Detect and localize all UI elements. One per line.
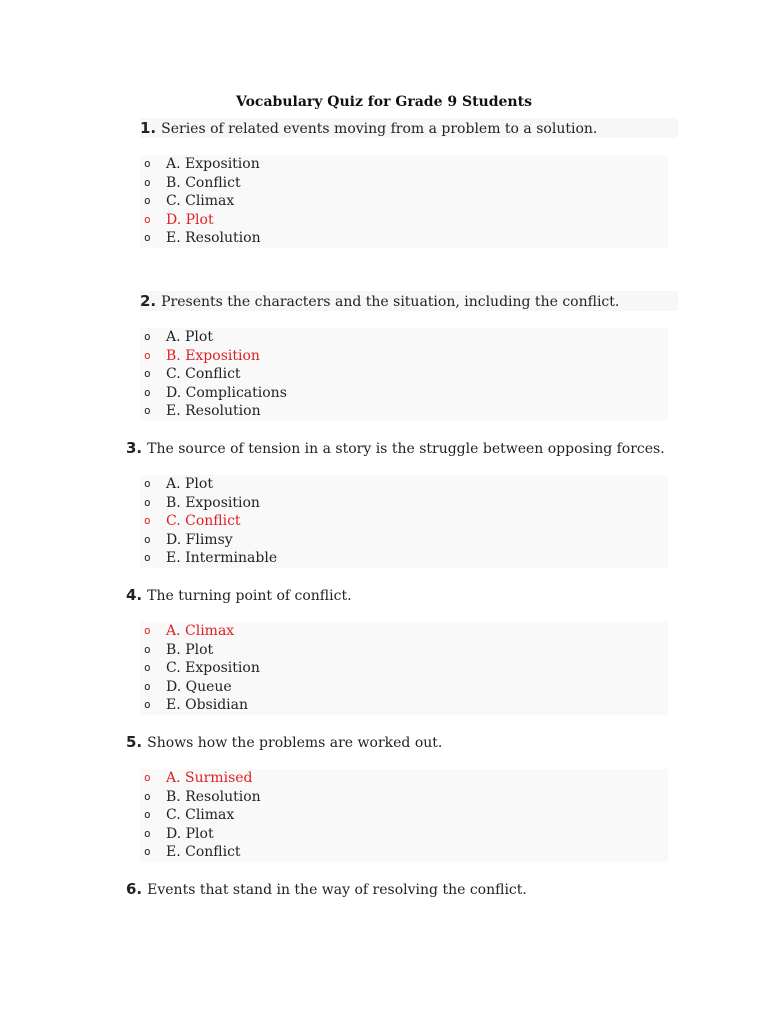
answer-option: [140, 696, 668, 715]
option-label: E. Resolution: [166, 230, 261, 246]
question-text: Series of related events moving from a problem to a solution.: [161, 121, 598, 137]
option-label: D. Flimsy: [166, 531, 233, 548]
question-text: Shows how the problems are worked out.: [147, 735, 443, 751]
answer-option: [140, 384, 668, 403]
option-label: C. Climax: [166, 193, 235, 209]
question-text: Presents the characters and the situation, including the conflict.: [161, 294, 620, 310]
question-4-options: [140, 622, 668, 715]
answer-option: [140, 174, 668, 193]
question-2-options: [140, 328, 668, 421]
list-bullet: o: [144, 514, 151, 527]
question-number: 2.: [140, 292, 157, 310]
option-label: E. Resolution: [166, 403, 261, 419]
list-bullet: o: [144, 845, 151, 858]
option-label: B. Plot: [166, 641, 214, 658]
question-number: 4.: [126, 586, 143, 604]
option-label: D. Plot: [166, 211, 214, 228]
option-label: E. Conflict: [166, 844, 241, 860]
answer-option: [140, 549, 668, 568]
list-bullet: o: [144, 698, 151, 711]
answer-option-correct: [140, 347, 668, 366]
question-6: [126, 879, 527, 899]
answer-option: [140, 531, 668, 550]
question-1: [140, 118, 678, 138]
answer-option: [140, 328, 668, 347]
answer-option: [140, 659, 668, 678]
list-bullet: o: [144, 661, 151, 674]
option-label: A. Exposition: [166, 156, 260, 172]
question-number: 3.: [126, 439, 143, 457]
question-1-options: [140, 155, 668, 248]
list-bullet: o: [144, 789, 151, 803]
question-number: 1.: [140, 119, 157, 137]
list-bullet: o: [144, 495, 151, 509]
answer-option: [140, 641, 668, 660]
option-label: D. Queue: [166, 678, 232, 695]
option-label: A. Climax: [166, 623, 235, 639]
list-bullet: o: [144, 385, 151, 399]
question-5-options: [140, 769, 668, 862]
list-bullet: o: [144, 194, 151, 207]
option-label: B. Resolution: [166, 788, 261, 805]
list-bullet: o: [144, 404, 151, 417]
option-label: D. Complications: [166, 384, 287, 401]
question-text: The source of tension in a story is the struggle between opposing forces.: [147, 441, 665, 457]
question-text: The turning point of conflict.: [147, 588, 352, 604]
option-label: E. Obsidian: [166, 697, 249, 713]
option-label: A. Plot: [166, 329, 213, 345]
list-bullet: o: [144, 231, 151, 244]
option-label: A. Surmised: [166, 770, 253, 786]
question-4: [126, 585, 352, 605]
question-5: [126, 732, 442, 752]
option-label: B. Conflict: [166, 174, 241, 191]
question-3-options: [140, 475, 668, 568]
question-number: 5.: [126, 733, 143, 751]
answer-option-correct: [140, 769, 668, 788]
list-bullet: o: [144, 826, 151, 840]
list-bullet: o: [144, 175, 151, 189]
answer-option: [140, 494, 668, 513]
option-label: C. Conflict: [166, 366, 241, 382]
list-bullet: o: [144, 157, 151, 170]
answer-option: [140, 788, 668, 807]
list-bullet: o: [144, 551, 151, 564]
list-bullet: o: [144, 771, 151, 784]
answer-option: [140, 155, 668, 174]
answer-option: [140, 402, 668, 421]
option-label: B. Exposition: [166, 494, 260, 511]
option-label: A. Plot: [166, 476, 213, 492]
option-label: D. Plot: [166, 825, 214, 842]
answer-option: [140, 843, 668, 862]
answer-option: [140, 806, 668, 825]
answer-option: [140, 825, 668, 844]
list-bullet: o: [144, 679, 151, 693]
list-bullet: o: [144, 624, 151, 637]
question-3: [126, 438, 665, 458]
list-bullet: o: [144, 330, 151, 343]
answer-option: [140, 365, 668, 384]
option-label: C. Climax: [166, 807, 235, 823]
list-bullet: o: [144, 808, 151, 821]
page-title: Vocabulary Quiz for Grade 9 Students: [236, 94, 532, 110]
question-number: 6.: [126, 880, 143, 898]
answer-option-correct: [140, 622, 668, 641]
option-label: C. Conflict: [166, 513, 241, 529]
answer-option: [140, 192, 668, 211]
answer-option-correct: [140, 211, 668, 230]
answer-option: [140, 678, 668, 697]
answer-option: [140, 229, 668, 248]
option-label: E. Interminable: [166, 550, 278, 566]
list-bullet: o: [144, 532, 151, 546]
answer-option: [140, 475, 668, 494]
option-label: B. Exposition: [166, 347, 260, 364]
list-bullet: o: [144, 212, 151, 226]
option-label: C. Exposition: [166, 660, 260, 676]
list-bullet: o: [144, 348, 151, 362]
question-2: [140, 291, 678, 311]
list-bullet: o: [144, 642, 151, 656]
question-text: Events that stand in the way of resolving the conflict.: [147, 882, 527, 898]
list-bullet: o: [144, 367, 151, 380]
list-bullet: o: [144, 477, 151, 490]
answer-option-correct: [140, 512, 668, 531]
